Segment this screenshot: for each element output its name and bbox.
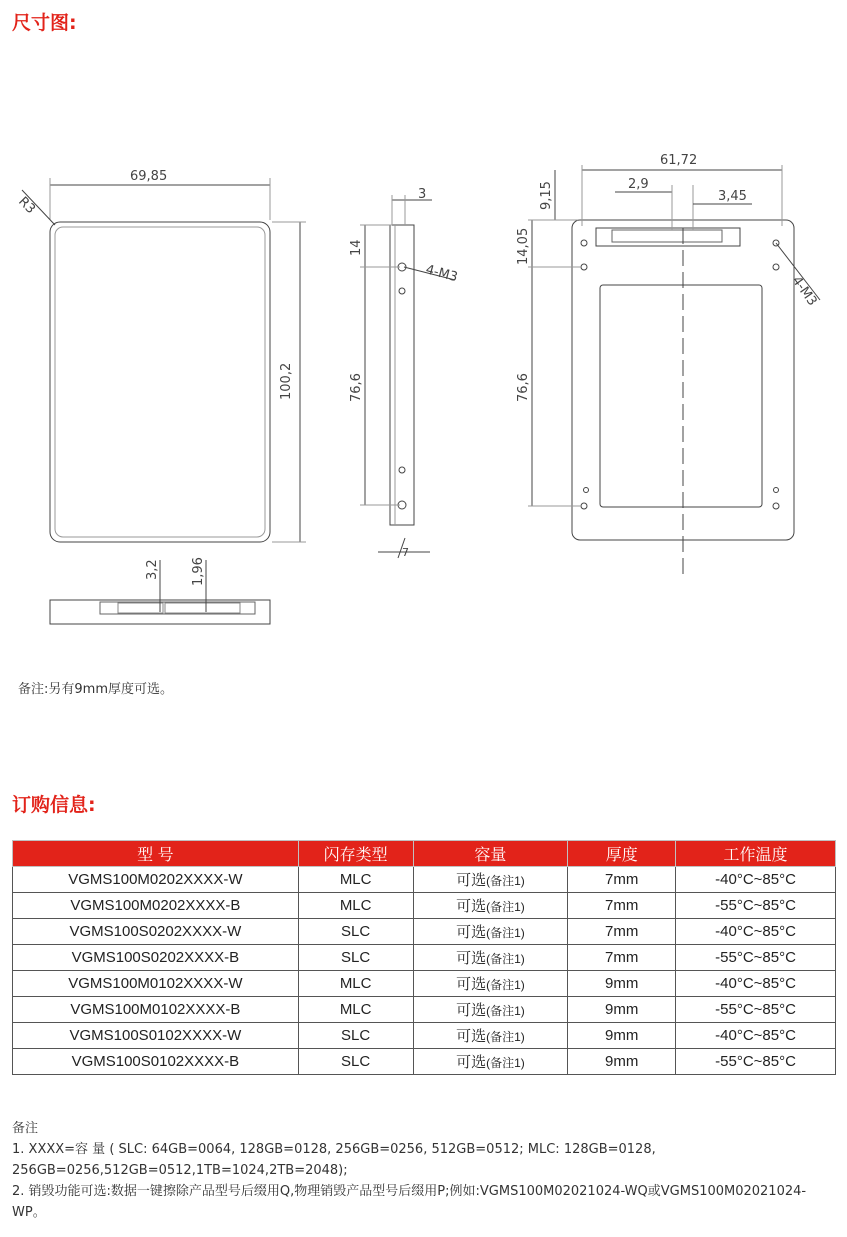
side-view-outline: [390, 225, 414, 525]
table-row: [13, 893, 836, 919]
cell-flash: SLC: [298, 945, 413, 971]
notes-block: [12, 1118, 838, 1223]
table-header-row: [13, 841, 836, 867]
cell-capacity: [413, 997, 568, 1023]
corner-radius-label: R3: [15, 194, 39, 218]
ordering-table: [12, 840, 836, 1075]
cell-flash: MLC: [298, 893, 413, 919]
capacity-note: (备注1): [486, 978, 525, 992]
connector-a-label: 3,2: [145, 559, 160, 580]
header-capacity: 容量: [413, 841, 568, 867]
cell-thickness: 9mm: [568, 1049, 676, 1075]
cell-model: VGMS100M0202XXXX-W: [13, 867, 299, 893]
table-row: [13, 867, 836, 893]
side-holes-label: 4-M3: [423, 262, 460, 286]
cell-model: VGMS100M0102XXXX-W: [13, 971, 299, 997]
front-height-label: 100,2: [279, 362, 294, 400]
cell-temperature: -55°C~85°C: [676, 1049, 836, 1075]
cell-thickness: 9mm: [568, 971, 676, 997]
header-thickness: 厚度: [568, 841, 676, 867]
cell-temperature: -40°C~85°C: [676, 971, 836, 997]
connector-b-label: 1,96: [191, 557, 206, 586]
side-thickness-label: 3: [418, 187, 427, 202]
cell-capacity: [413, 919, 568, 945]
table-row: [13, 997, 836, 1023]
capacity-note: (备注1): [486, 926, 525, 940]
cell-capacity: [413, 971, 568, 997]
back-left-offset-label: 2,9: [628, 177, 649, 192]
capacity-note: (备注1): [486, 900, 525, 914]
cell-thickness: 9mm: [568, 997, 676, 1023]
capacity-note: (备注1): [486, 874, 525, 888]
cell-model: VGMS100M0102XXXX-B: [13, 997, 299, 1023]
table-row: [13, 945, 836, 971]
cell-model: VGMS100S0102XXXX-W: [13, 1023, 299, 1049]
cell-model: VGMS100S0202XXXX-B: [13, 945, 299, 971]
capacity-value: 可选: [456, 1002, 487, 1019]
cell-model: VGMS100S0102XXXX-B: [13, 1049, 299, 1075]
cell-temperature: -40°C~85°C: [676, 1023, 836, 1049]
cell-capacity: [413, 893, 568, 919]
front-view-outline: [50, 222, 270, 542]
cell-capacity: [413, 1023, 568, 1049]
cell-thickness: 9mm: [568, 1023, 676, 1049]
capacity-value: 可选: [456, 976, 487, 993]
cell-flash: SLC: [298, 919, 413, 945]
back-top-b-label: 14,05: [516, 227, 531, 265]
note-line-2: 2. 销毁功能可选:数据一键擦除产品型号后缀用Q,物理销毁产品型号后缀用P;例如:VGMS100M02021024-WQ或VGMS100M02021024-WP。: [12, 1184, 807, 1220]
notes-heading: 备注: [12, 1121, 39, 1136]
capacity-note: (备注1): [486, 1030, 525, 1044]
cell-temperature: -55°C~85°C: [676, 945, 836, 971]
capacity-value: 可选: [456, 950, 487, 967]
cell-flash: SLC: [298, 1049, 413, 1075]
capacity-value: 可选: [456, 1028, 487, 1045]
cell-thickness: 7mm: [568, 867, 676, 893]
back-spacing-label: 76,6: [516, 373, 531, 402]
cell-model: VGMS100M0202XXXX-B: [13, 893, 299, 919]
header-model: 型 号: [13, 841, 299, 867]
cell-flash: MLC: [298, 997, 413, 1023]
table-row: [13, 919, 836, 945]
side-top-label: 14: [349, 239, 364, 256]
header-flash-type: 闪存类型: [298, 841, 413, 867]
table-row: [13, 1023, 836, 1049]
header-temperature: 工作温度: [676, 841, 836, 867]
cell-flash: MLC: [298, 971, 413, 997]
note-line-1: 1. XXXX=容 量 ( SLC: 64GB=0064, 128GB=0128, 256GB=0256, 512GB=0512; MLC: 128GB=0128, 256GB=0256,512GB=0512,1TB=1024,2TB=2048);: [12, 1142, 656, 1178]
cell-temperature: -40°C~85°C: [676, 867, 836, 893]
thickness-note: 备注:另有9mm厚度可选。: [18, 682, 173, 697]
back-right-offset-label: 3,45: [718, 189, 747, 204]
capacity-value: 可选: [456, 898, 487, 915]
back-width-label: 61,72: [660, 153, 698, 168]
ordering-title: 订购信息:: [12, 794, 96, 816]
capacity-value: 可选: [456, 872, 487, 889]
dimensions-title: 尺寸图:: [12, 12, 77, 34]
cell-capacity: [413, 867, 568, 893]
cell-temperature: -55°C~85°C: [676, 893, 836, 919]
side-bottom-label: 7: [402, 546, 409, 559]
cell-thickness: 7mm: [568, 893, 676, 919]
table-row: [13, 1049, 836, 1075]
cell-temperature: -55°C~85°C: [676, 997, 836, 1023]
dimension-drawing: [0, 140, 847, 640]
capacity-value: 可选: [456, 924, 487, 941]
back-holes-label: 4-M3: [788, 273, 820, 309]
back-top-a-label: 9,15: [539, 181, 554, 210]
cell-thickness: 7mm: [568, 919, 676, 945]
capacity-note: (备注1): [486, 1004, 525, 1018]
cell-thickness: 7mm: [568, 945, 676, 971]
capacity-note: (备注1): [486, 1056, 525, 1070]
cell-capacity: [413, 1049, 568, 1075]
capacity-note: (备注1): [486, 952, 525, 966]
cell-temperature: -40°C~85°C: [676, 919, 836, 945]
table-row: [13, 971, 836, 997]
capacity-value: 可选: [456, 1054, 487, 1071]
cell-flash: SLC: [298, 1023, 413, 1049]
cell-model: VGMS100S0202XXXX-W: [13, 919, 299, 945]
cell-flash: MLC: [298, 867, 413, 893]
front-width-label: 69,85: [130, 169, 168, 184]
cell-capacity: [413, 945, 568, 971]
side-spacing-label: 76,6: [349, 373, 364, 402]
